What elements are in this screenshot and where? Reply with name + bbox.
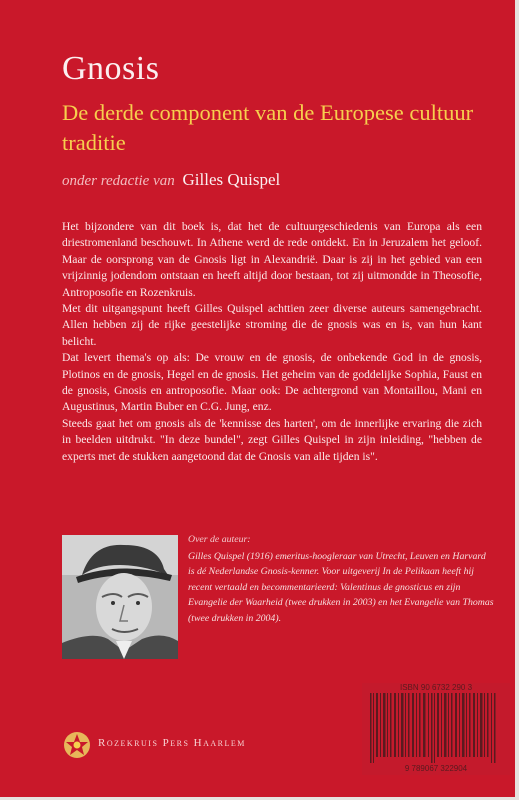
blurb-paragraph: Met dit uitgangspunt heeft Gilles Quispel achttien zeer diverse auteurs samengebracht. Allen hebben zij de rijke geestelijke stroming die de gnosis was en is, van hun kant belicht. — [62, 302, 482, 348]
editor-label: onder redactie van — [62, 173, 175, 189]
barcode — [362, 683, 510, 775]
rose-logo-icon — [62, 730, 92, 760]
isbn-label: ISBN 90 6732 290 3 — [399, 683, 473, 692]
author-text: Gilles Quispel (1916) emeritus-hoogleraar van Utrecht, Leuven en Harvard is dé Nederlandse Gnosis-kenner. Voor uitgeverij In de Pelikaan heeft hij recent vertaald en becommentarieerd: Valentinus de gnosticus en zijn Evangelie der Waarheid (twee drukken in 2003) en het Evangelie van Thomas (twee drukken in 2004). — [188, 550, 494, 624]
blurb — [62, 219, 482, 465]
blurb-paragraph: Steeds gaat het om gnosis als de 'kennisse des harten', om de innerlijke ervaring die zich in beelden uitdrukt. "In deze bundel", zegt Gilles Quispel in zijn inleiding, "hebben de experts met de stukken aangetoond dat de Gnosis van alle tijden is". — [62, 416, 482, 463]
barcode-icon — [362, 683, 510, 775]
book-title: Gnosis — [62, 50, 160, 87]
publisher-name: Rozekruis Pers Haarlem — [98, 737, 246, 749]
author-heading: Over de auteur: — [188, 534, 251, 545]
author-portrait-icon — [62, 535, 178, 659]
book-subtitle: De derde component van de Europese cultuur traditie — [62, 100, 474, 155]
blurb-paragraph: Het bijzondere van dit boek is, dat het de cultuurgeschiedenis van Europa als een driestromenland beschouwt. In Athene werd de rede ontdekt. En in Jeruzalem het geloof. Maar de oorsprong van de Gnosis ligt in Alexandrië. Daar is zij in het gebied van een vrijzinnig jodendom ontstaan en heeft altijd door bestaan, tot zij uitmondde in Theosofie, Antroposofie en Rozenkruis. — [62, 220, 482, 299]
editor-name: Gilles Quispel — [182, 170, 281, 189]
barcode-digits: 9 789067 322904 — [404, 764, 468, 773]
editor-line — [62, 170, 280, 190]
author-bio — [188, 532, 494, 627]
blurb-paragraph: Dat levert thema's op als: De vrouw en de gnosis, de onbekende God in de gnosis, Plotinos en de gnosis, Hegel en de gnosis. Het geheim van de goddelijke Sophia, Faust en de gnosis, Gnosis en antroposofie. Maar ook: De achtergrond van Montaillou, Mani en Augustinus, Martin Buber en C.G. Jung, enz. — [62, 351, 482, 414]
author-photo — [62, 535, 178, 659]
